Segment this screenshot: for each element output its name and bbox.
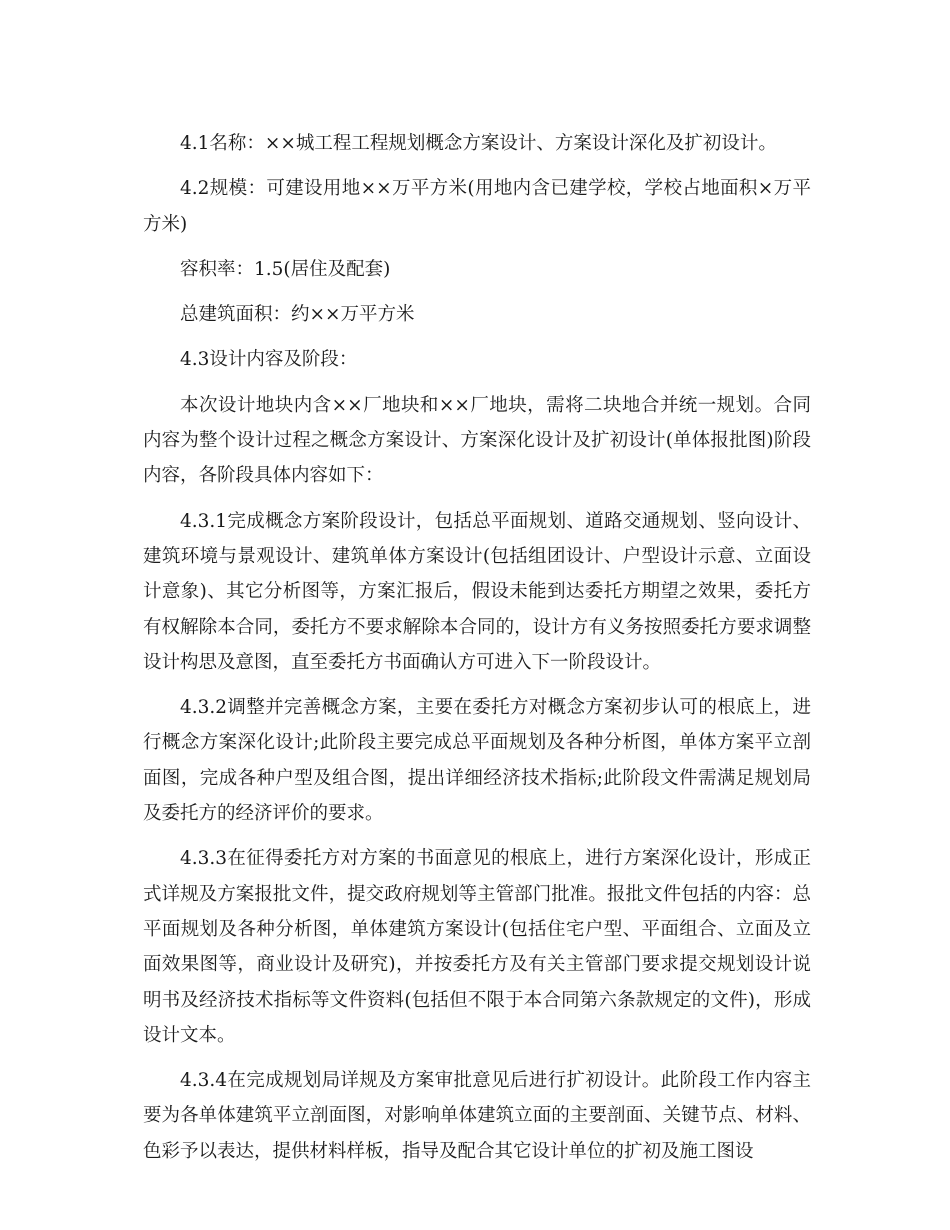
paragraph-design-scope: 本次设计地块内含××厂地块和××厂地块，需将二块地合并统一规划。合同内容为整个设计过程之概念方案设计、方案深化设计及扩初设计(单体报批图)阶段内容，各阶段具体内容如下： [143, 394, 811, 487]
paragraph-4-3-3: 4.3.3在征得委托方对方案的书面意见的根底上，进行方案深化设计，形成正式详规及方案报批文件，提交政府规划等主管部门批准。报批文件包括的内容：总平面规划及各种分析图，单体建筑方案设计(包括住宅户型、平面组合、立面及立面效果图等，商业设计及研究)，并按委托方及有关主管部门要求提交规划设计说明书及经济技术指标等文件资料(包括但不限于本合同第六条款规定的文件)，形成设计文本。 [143, 848, 811, 1046]
paragraph-total-floor-area: 总建筑面积：约××万平方米 [180, 304, 415, 326]
paragraph-4-2-scale: 4.2规模：可建设用地××万平方米(用地内含已建学校，学校占地面积×万平方米) [143, 178, 811, 235]
paragraph-4-1-name: 4.1名称：××城工程工程规划概念方案设计、方案设计深化及扩初设计。 [180, 133, 777, 154]
paragraph-4-3-4: 4.3.4在完成规划局详规及方案审批意见后进行扩初设计。此阶段工作内容主要为各单体建筑平立剖面图，对影响单体建筑立面的主要剖面、关键节点、材料、色彩予以表达，提供材料样板，指导及配合其它设计单位的扩初及施工图设 [143, 1070, 811, 1162]
paragraph-4-3-1: 4.3.1完成概念方案阶段设计，包括总平面规划、道路交通规划、竖向设计、建筑环境与景观设计、建筑单体方案设计(包括组团设计、户型设计示意、立面设计意象)、其它分析图等，方案汇报后，假设未能到达委托方期望之效果，委托方有权解除本合同，委托方不要求解除本合同的，设计方有义务按照委托方要求调整设计构思及意图，直至委托方书面确认方可进入下一阶段设计。 [143, 510, 811, 673]
paragraph-plot-ratio: 容积率：1.5(居住及配套) [180, 258, 391, 280]
paragraph-4-3-heading: 4.3设计内容及阶段： [180, 349, 358, 371]
document-body [143, 126, 811, 1169]
paragraph-4-3-2: 4.3.2调整并完善概念方案，主要在委托方对概念方案初步认可的根底上，进行概念方案深化设计;此阶段主要完成总平面规划及各种分析图，单体方案平立剖面图，完成各种户型及组合图，提出详细经济技术指标;此阶段文件需满足规划局及委托方的经济评价的要求。 [143, 697, 811, 825]
